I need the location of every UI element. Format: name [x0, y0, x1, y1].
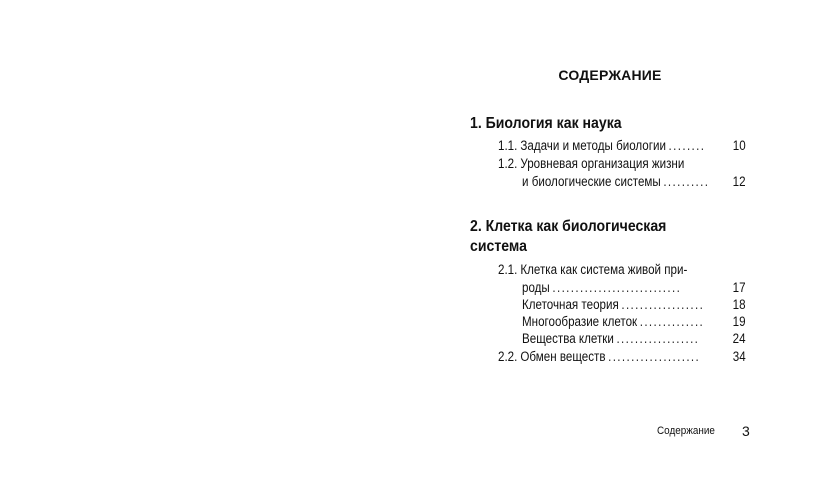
dot-leader: ........ — [668, 138, 706, 153]
entry-page-number: 18 — [732, 297, 746, 312]
entry-label-line1: Уровневая организация жизни — [520, 156, 685, 171]
entry-label: Вещества клетки — [522, 331, 614, 346]
section-heading: 1. Биология как наука — [470, 115, 622, 132]
entry-page-number: 24 — [732, 331, 746, 346]
dot-leader: .................. — [616, 331, 700, 346]
toc-entry[interactable] — [522, 279, 746, 297]
entry-label: Многообразие клеток — [522, 314, 638, 329]
toc-entry-line[interactable] — [498, 261, 746, 279]
entry-label-line1: Клетка как система живой при- — [520, 262, 688, 277]
entry-label: и биологические системы — [522, 174, 661, 189]
toc-title: СОДЕРЖАНИЕ — [558, 67, 662, 83]
entry-label: роды — [522, 280, 550, 295]
entry-number: 2.2. — [498, 349, 518, 364]
dot-leader: .......... — [663, 174, 710, 189]
entry-number: 1.2. — [498, 156, 518, 171]
section-heading: 2. Клетка как биологическая — [470, 218, 667, 235]
toc-entry[interactable] — [522, 330, 746, 348]
entry-page-number: 34 — [732, 349, 746, 364]
entry-label: Задачи и методы биологии — [520, 138, 666, 153]
page-number: 3 — [742, 423, 750, 439]
dot-leader: .............. — [639, 314, 705, 329]
entry-label: Клеточная теория — [522, 297, 619, 312]
toc-entry[interactable] — [498, 137, 746, 155]
entry-number: 2.1. — [498, 262, 518, 277]
toc-entry[interactable] — [498, 348, 746, 366]
toc-entry[interactable] — [522, 296, 746, 314]
toc-entry[interactable] — [522, 173, 746, 191]
dot-leader: .................. — [621, 297, 705, 312]
entry-label: Обмен веществ — [520, 349, 606, 364]
toc-entry-line[interactable] — [498, 155, 746, 173]
entry-page-number: 17 — [732, 280, 746, 295]
dot-leader: .................... — [608, 349, 701, 364]
dot-leader: ............................ — [552, 280, 682, 295]
entry-page-number: 12 — [732, 174, 746, 189]
entry-page-number: 10 — [732, 138, 746, 153]
entry-number: 1.1. — [498, 138, 518, 153]
toc-entry[interactable] — [522, 313, 746, 331]
entry-page-number: 19 — [732, 314, 746, 329]
section-heading-line2: система — [470, 238, 527, 255]
running-footer: Содержание — [657, 425, 715, 437]
